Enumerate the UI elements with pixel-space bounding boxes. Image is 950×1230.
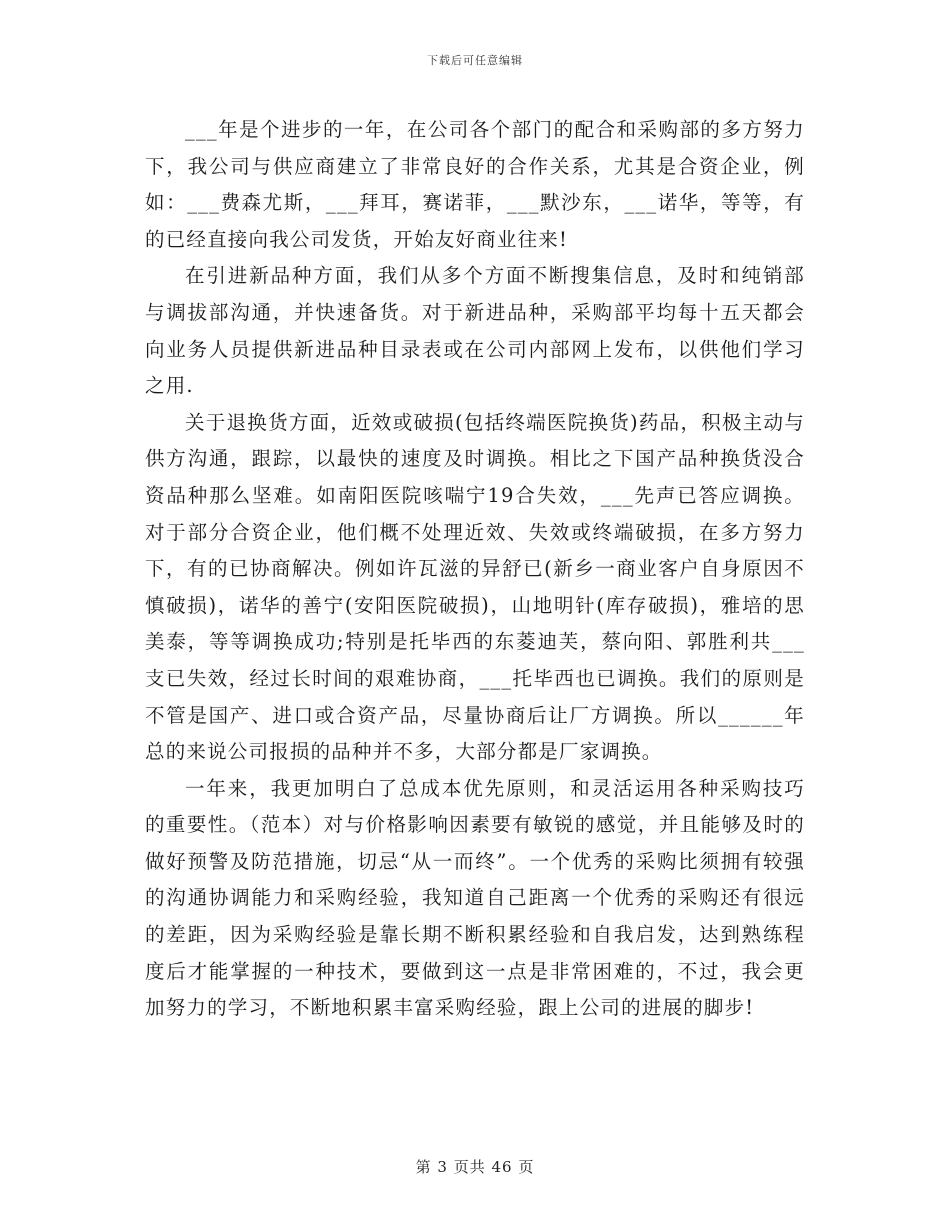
paragraph: 关于退换货方面，近效或破损(包括终端医院换货)药品，积极主动与供方沟通，跟踪，以最快的速度及时调换。相比之下国产品种换货没合资品种那么坚难。如南阳医院咳喘宁19合失效，___先声已答应调换。对于部分合资企业，他们概不处理近效、失效或终端破损，在多方努力下，有的已协商解决。例如许瓦滋的异舒已(新乡一商业客户自身原因不慎破损)，诺华的善宁(安阳医院破损)，山地明针(库存破损)，雅培的思美泰，等等调换成功;特别是托毕西的东菱迪芙，蔡向阳、郭胜利共___支已失效，经过长时间的艰难协商，___托毕西也已调换。我们的原则是不管是国产、进口或合资产品，尽量协商后让厂方调换。所以______年总的来说公司报损的品种并不多，大部分都是厂家调换。 [145,410,805,764]
page-header: 下载后可任意编辑 [427,54,523,67]
paragraph: 一年来，我更加明白了总成本优先原则，和灵活运用各种采购技巧的重要性。（范本）对与价格影响因素要有敏锐的感觉，并且能够及时的做好预警及防范措施，切忌“从一而终”。一个优秀的采购比须拥有较强的沟通协调能力和采购经验，我知道自己距离一个优秀的采购还有很远的差距，因为采购经验是靠长期不断积累经验和自我启发，达到熟练程度后才能掌握的一种技术，要做到这一点是非常困难的，不过，我会更加努力的学习，不断地积累丰富采购经验，跟上公司的进展的脚步! [145,776,805,1020]
document-body [145,112,805,1027]
paragraph: 在引进新品种方面，我们从多个方面不断搜集信息，及时和纯销部与调拔部沟通，并快速备货。对于新进品种，采购部平均每十五天都会向业务人员提供新进品种目录表或在公司内部网上发布，以供他们学习之用. [145,264,805,398]
paragraph: ___年是个进步的一年，在公司各个部门的配合和采购部的多方努力下，我公司与供应商建立了非常良好的合作关系，尤其是合资企业，例如：___费森尤斯，___拜耳，赛诺菲，___默沙东，___诺华，等等，有的已经直接向我公司发货，开始友好商业往来! [145,118,805,251]
page-footer: 第 3 页共 46 页 [415,1158,535,1176]
